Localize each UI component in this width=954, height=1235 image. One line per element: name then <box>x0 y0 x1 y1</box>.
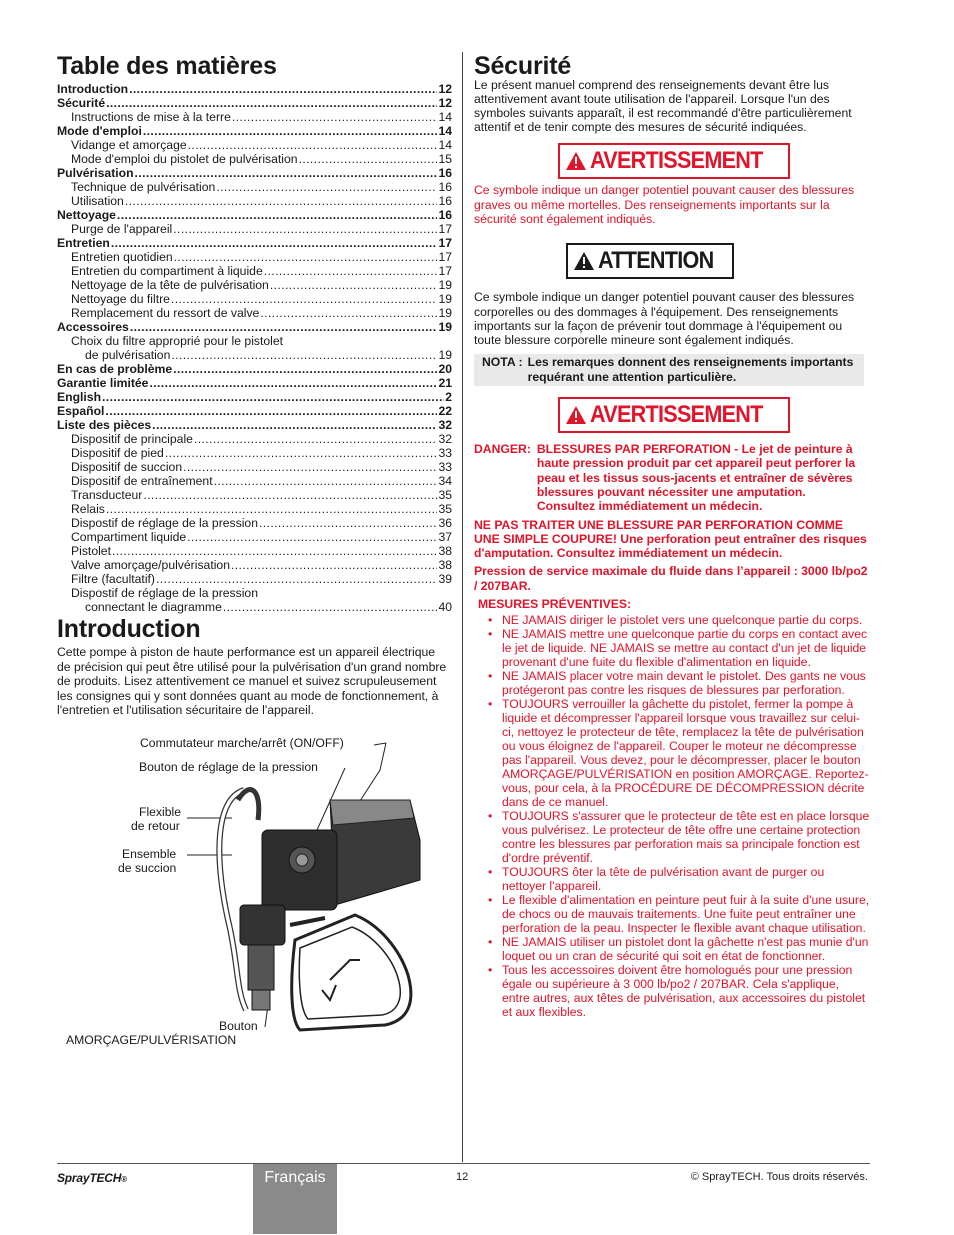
toc-entry-page: 39 <box>438 572 452 586</box>
measure-item: • TOUJOURS verrouiller la gâchette du pistolet, fermer la pompe à liquide et décompresser l'appareil lorsque vous travaillez sur celui-ci, nettoyez le protecteur de tête, remplacez la tête de pulvérisation ou vous éloignez de l'appareil. Couper le moteur ne décompresse pas l'appareil. Vous devez, pour le décompresser, placer le bouton AMORÇAGE/PULVÉRISATION en position AMORÇAGE. Reportez-vous, pour cela, à la PROCÉDURE DE DÉCOMPRESSION décrite dans de ce manuel. <box>474 697 870 809</box>
callout-pressure: Bouton de réglage de la pression <box>139 760 318 774</box>
toc-entry-label: Remplacement du ressort de valve <box>71 306 260 320</box>
toc-entry-page: 33 <box>438 460 452 474</box>
toc-entry-label: Garantie limitée <box>57 376 149 390</box>
toc-entry-page: 21 <box>438 376 452 390</box>
callout-switch: Commutateur marche/arrêt (ON/OFF) <box>140 736 344 750</box>
measure-item: • TOUJOURS ôter la tête de pulvérisation avant de purger ou nettoyer l'appareil. <box>474 865 870 893</box>
toc-entry-page: 35 <box>438 502 452 516</box>
language-label: Français <box>264 1169 326 1186</box>
right-column <box>474 52 870 1019</box>
measure-item: • Le flexible d'alimentation en peinture peut fuir à la suite d'une usure, de chocs ou de mauvais traitements. Une fuite peut entraîner une perforation de la peau. Inspecter le flexible avant chaque utilisation. <box>474 893 870 935</box>
callout-hose-2: de retour <box>131 819 180 833</box>
toc-entry-label: Nettoyage <box>57 208 116 222</box>
toc-entry-page: 22 <box>438 404 452 418</box>
toc-entry-label: Sécurité <box>57 96 106 110</box>
toc-entry-page: 19 <box>438 348 452 362</box>
toc-entry-page: 19 <box>438 320 452 334</box>
sprayer-illustration <box>0 0 462 1160</box>
toc-entry-label: Dispostif de réglage de la pression <box>71 586 258 600</box>
toc-entry-page: 16 <box>438 166 452 180</box>
toc-entry-label: Valve amorçage/pulvérisation <box>71 558 230 572</box>
toc-entry-page: 37 <box>438 530 452 544</box>
introduction-title: Introduction <box>57 615 201 643</box>
warning-triangle-icon <box>565 151 587 171</box>
toc-entry-label: Mode d'emploi <box>57 124 142 138</box>
measures-list <box>474 613 870 1019</box>
toc-entry-label: Filtre (facultatif) <box>71 572 155 586</box>
toc-entry-label: Dispositif de pied <box>71 446 164 460</box>
toc-entry-label: Dispositif de succion <box>71 460 183 474</box>
toc-entry-label: Entretien quotidien <box>71 250 173 264</box>
nota-label: NOTA : <box>482 355 523 370</box>
measure-item: • TOUJOURS s'assurer que le protecteur de tête est en place lorsque vous pulvérisez. Le protecteur de tête offre une certaine protection contre les blessures par perforation mais sa principale fonction est d'ordre préventif. <box>474 809 870 865</box>
toc-entry-page: 17 <box>438 264 452 278</box>
measure-item: • NE JAMAIS mettre une quelconque partie du corps en contact avec le jet de liquide. NE JAMAIS se mettre au contact d'un jet de liquide provenant d'une fuite du flexible d'alimentation en liquide. <box>474 627 870 669</box>
warning-badge-2 <box>558 397 790 433</box>
toc-entry-label: Dispositif de principale <box>71 432 193 446</box>
warning-badge <box>558 143 790 179</box>
language-tab <box>253 1164 337 1234</box>
toc-title: Table des matières <box>57 52 277 80</box>
toc-entry-page: 12 <box>438 96 452 110</box>
measures-title: MESURES PRÉVENTIVES: <box>478 597 632 612</box>
toc-entry-label: connectant le diagramme <box>85 600 222 614</box>
toc-entry-label: Transducteur <box>71 488 143 502</box>
toc-entry-label: de pulvérisation <box>85 348 171 362</box>
toc-entry-page: 19 <box>438 278 452 292</box>
toc-entry-page: 38 <box>438 558 452 572</box>
toc-entry-page: 14 <box>438 110 452 124</box>
callout-suction-1: Ensemble <box>122 847 177 861</box>
logo-text: SprayTECH <box>57 1171 122 1185</box>
toc-entry-page: 33 <box>438 446 452 460</box>
toc-entry-label: Dispostif de réglage de la pression <box>71 516 258 530</box>
safety-intro: Le présent manuel comprend des renseignements devant être lus attentivement avant toute utilisation de l'appareil. Lorsque l'un des symboles suivants apparaît, il est recommandé d'être particulièrement attentif et de tenir compte des mesures de sécurité indiquées. <box>474 78 852 135</box>
toc-entry-label: Pulvérisation <box>57 166 134 180</box>
toc-entry-label: Purge de l'appareil <box>71 222 173 236</box>
toc-entry-page: 17 <box>438 250 452 264</box>
toc-entry-page: 17 <box>438 222 452 236</box>
warning-text: Ce symbole indique un danger potentiel pouvant causer des blessures graves ou même mortelles. Des renseignements importants sur la sécurité sont également indiqués. <box>474 183 855 226</box>
toc-entry-page: 15 <box>438 152 452 166</box>
danger-text: BLESSURES PAR PERFORATION - Le jet de peinture à haute pression produit par cet appareil peut perforer la peau et les tissus sous-jacents et entraîner de sévères blessures pouvant nécessiter une amputation. Consultez immédiatement un médecin. <box>536 442 856 514</box>
toc-entry-label: Dispositif de entraînement <box>71 474 213 488</box>
page-number: 12 <box>456 1171 469 1183</box>
measure-item: • NE JAMAIS utiliser un pistolet dont la gâchette n'est pas munie d'un loquet ou un cran de sécurité qui soit en état de fonctionner. <box>474 935 870 963</box>
toc-entry-label: Mode d'emploi du pistolet de pulvérisation <box>71 152 298 166</box>
measure-item: • NE JAMAIS placer votre main devant le pistolet. Des gants ne vous protégeront pas contre les risques de blessures par perforation. <box>474 669 870 697</box>
toc-entry-page: 14 <box>438 138 452 152</box>
toc-entry-label: Nettoyage de la tête de pulvérisation <box>71 278 269 292</box>
toc-entry-page: 32 <box>438 432 452 446</box>
no-treat-text: NE PAS TRAITER UNE BLESSURE PAR PERFORATION COMME UNE SIMPLE COUPURE! Une perforation peut entraîner des risques d'amputation. Consultez immédiatement un médecin. <box>474 517 867 561</box>
toc-entry-label: Entretien du compartiment à liquide <box>71 264 263 278</box>
nota-box <box>474 354 864 386</box>
pressure-text: Pression de service maximale du fluide dans l’appareil : 3000 lb/po2 / 207BAR. <box>474 564 868 593</box>
toc-entry-label: Utilisation <box>71 194 124 208</box>
column-divider <box>462 52 463 1162</box>
toc-entry-label: Relais <box>71 502 105 516</box>
toc-entry-label: Pistolet <box>71 544 111 558</box>
toc-entry-label: Español <box>57 404 105 418</box>
toc-entry-label: Entretien <box>57 236 110 250</box>
toc-entry-page: 16 <box>438 208 452 222</box>
danger-block <box>474 442 870 513</box>
toc-entry-page: 14 <box>438 124 452 138</box>
measure-item: • NE JAMAIS diriger le pistolet vers une quelconque partie du corps. <box>474 613 870 627</box>
toc-entry-page: 19 <box>438 306 452 320</box>
toc-entry-label: En cas de problème <box>57 362 173 376</box>
warning-triangle-icon <box>565 405 587 425</box>
toc-entry-label: Choix du filtre approprié pour le pistolet <box>71 334 284 348</box>
attention-triangle-icon <box>573 251 595 271</box>
toc-entry-page: 34 <box>438 474 452 488</box>
attention-label: ATTENTION <box>598 247 714 275</box>
toc-entry-page: 20 <box>438 362 452 376</box>
toc-entry-page: 36 <box>438 516 452 530</box>
danger-label: DANGER: <box>474 442 531 457</box>
safety-title: Sécurité <box>474 52 572 80</box>
warning-label: AVERTISSEMENT <box>590 147 763 175</box>
footer-rule <box>57 1163 870 1164</box>
callout-hose-1: Flexible <box>139 805 181 819</box>
spraytech-logo <box>57 1171 127 1185</box>
callout-prime-2: AMORÇAGE/PULVÉRISATION <box>66 1033 237 1047</box>
toc-entry-page: 17 <box>438 236 452 250</box>
toc-entry-label: Instructions de mise à la terre <box>71 110 231 124</box>
warning-label-2: AVERTISSEMENT <box>590 401 763 429</box>
toc-entry-label: English <box>57 390 102 404</box>
attention-text: Ce symbole indique un danger potentiel pouvant causer des blessures corporelles ou des dommages à l'équipement. Des renseignements importants sur la façon de prévenir tout dommage à l'équipement ou toute blessure corporelle mineure sont également indiqués. <box>474 290 855 348</box>
copyright: © SprayTECH. Tous droits réservés. <box>690 1171 868 1183</box>
measure-item: • Tous les accessoires doivent être homologués pour une pression égale ou supérieure à 3 000 lb/po2 / 207BAR. Cela s'applique, entre autres, aux têtes de pulvérisation, aux accessoires du pistolet et aux flexibles. <box>474 963 870 1019</box>
toc-entry-page: 16 <box>438 180 452 194</box>
toc-entry-label: Vidange et amorçage <box>71 138 187 152</box>
toc-entry-label: Compartiment liquide <box>71 530 187 544</box>
toc-entry-label: Introduction <box>57 82 129 96</box>
nota-text: Les remarques donnent des renseignements importants requérant une attention particulière. <box>527 355 854 384</box>
toc-entry-page: 38 <box>438 544 452 558</box>
toc-entry-label: Liste des pièces <box>57 418 152 432</box>
callout-prime-1: Bouton <box>219 1019 258 1033</box>
toc-entry-page: 40 <box>438 600 452 614</box>
toc-entry-page: 16 <box>438 194 452 208</box>
introduction-text: Cette pompe à piston de haute performance est un appareil électrique de précision qui peut être utilisé pour la pulvérisation d'un grand nombre de produits. Lisez attentivement ce manuel et suivez scrupuleusement les consignes qui y sont données quant au mode de fonctionnement, à l'entretien et l'utilisation sécuritaire de l'appareil. <box>57 645 447 718</box>
toc-entry-label: Technique de pulvérisation <box>71 180 216 194</box>
sprayer-diagram <box>0 0 462 1160</box>
attention-badge <box>566 243 734 279</box>
toc-entry-page: 32 <box>438 418 452 432</box>
toc-entry-label: Accessoires <box>57 320 129 334</box>
toc-entry-page: 19 <box>438 292 452 306</box>
logo-mark: ® <box>121 1175 127 1184</box>
toc-entry-page: 35 <box>438 488 452 502</box>
toc-entry-label: Nettoyage du filtre <box>71 292 170 306</box>
callout-suction-2: de succion <box>118 861 177 875</box>
toc-entry-page: 2 <box>445 390 452 404</box>
toc-entry-page: 12 <box>438 82 452 96</box>
